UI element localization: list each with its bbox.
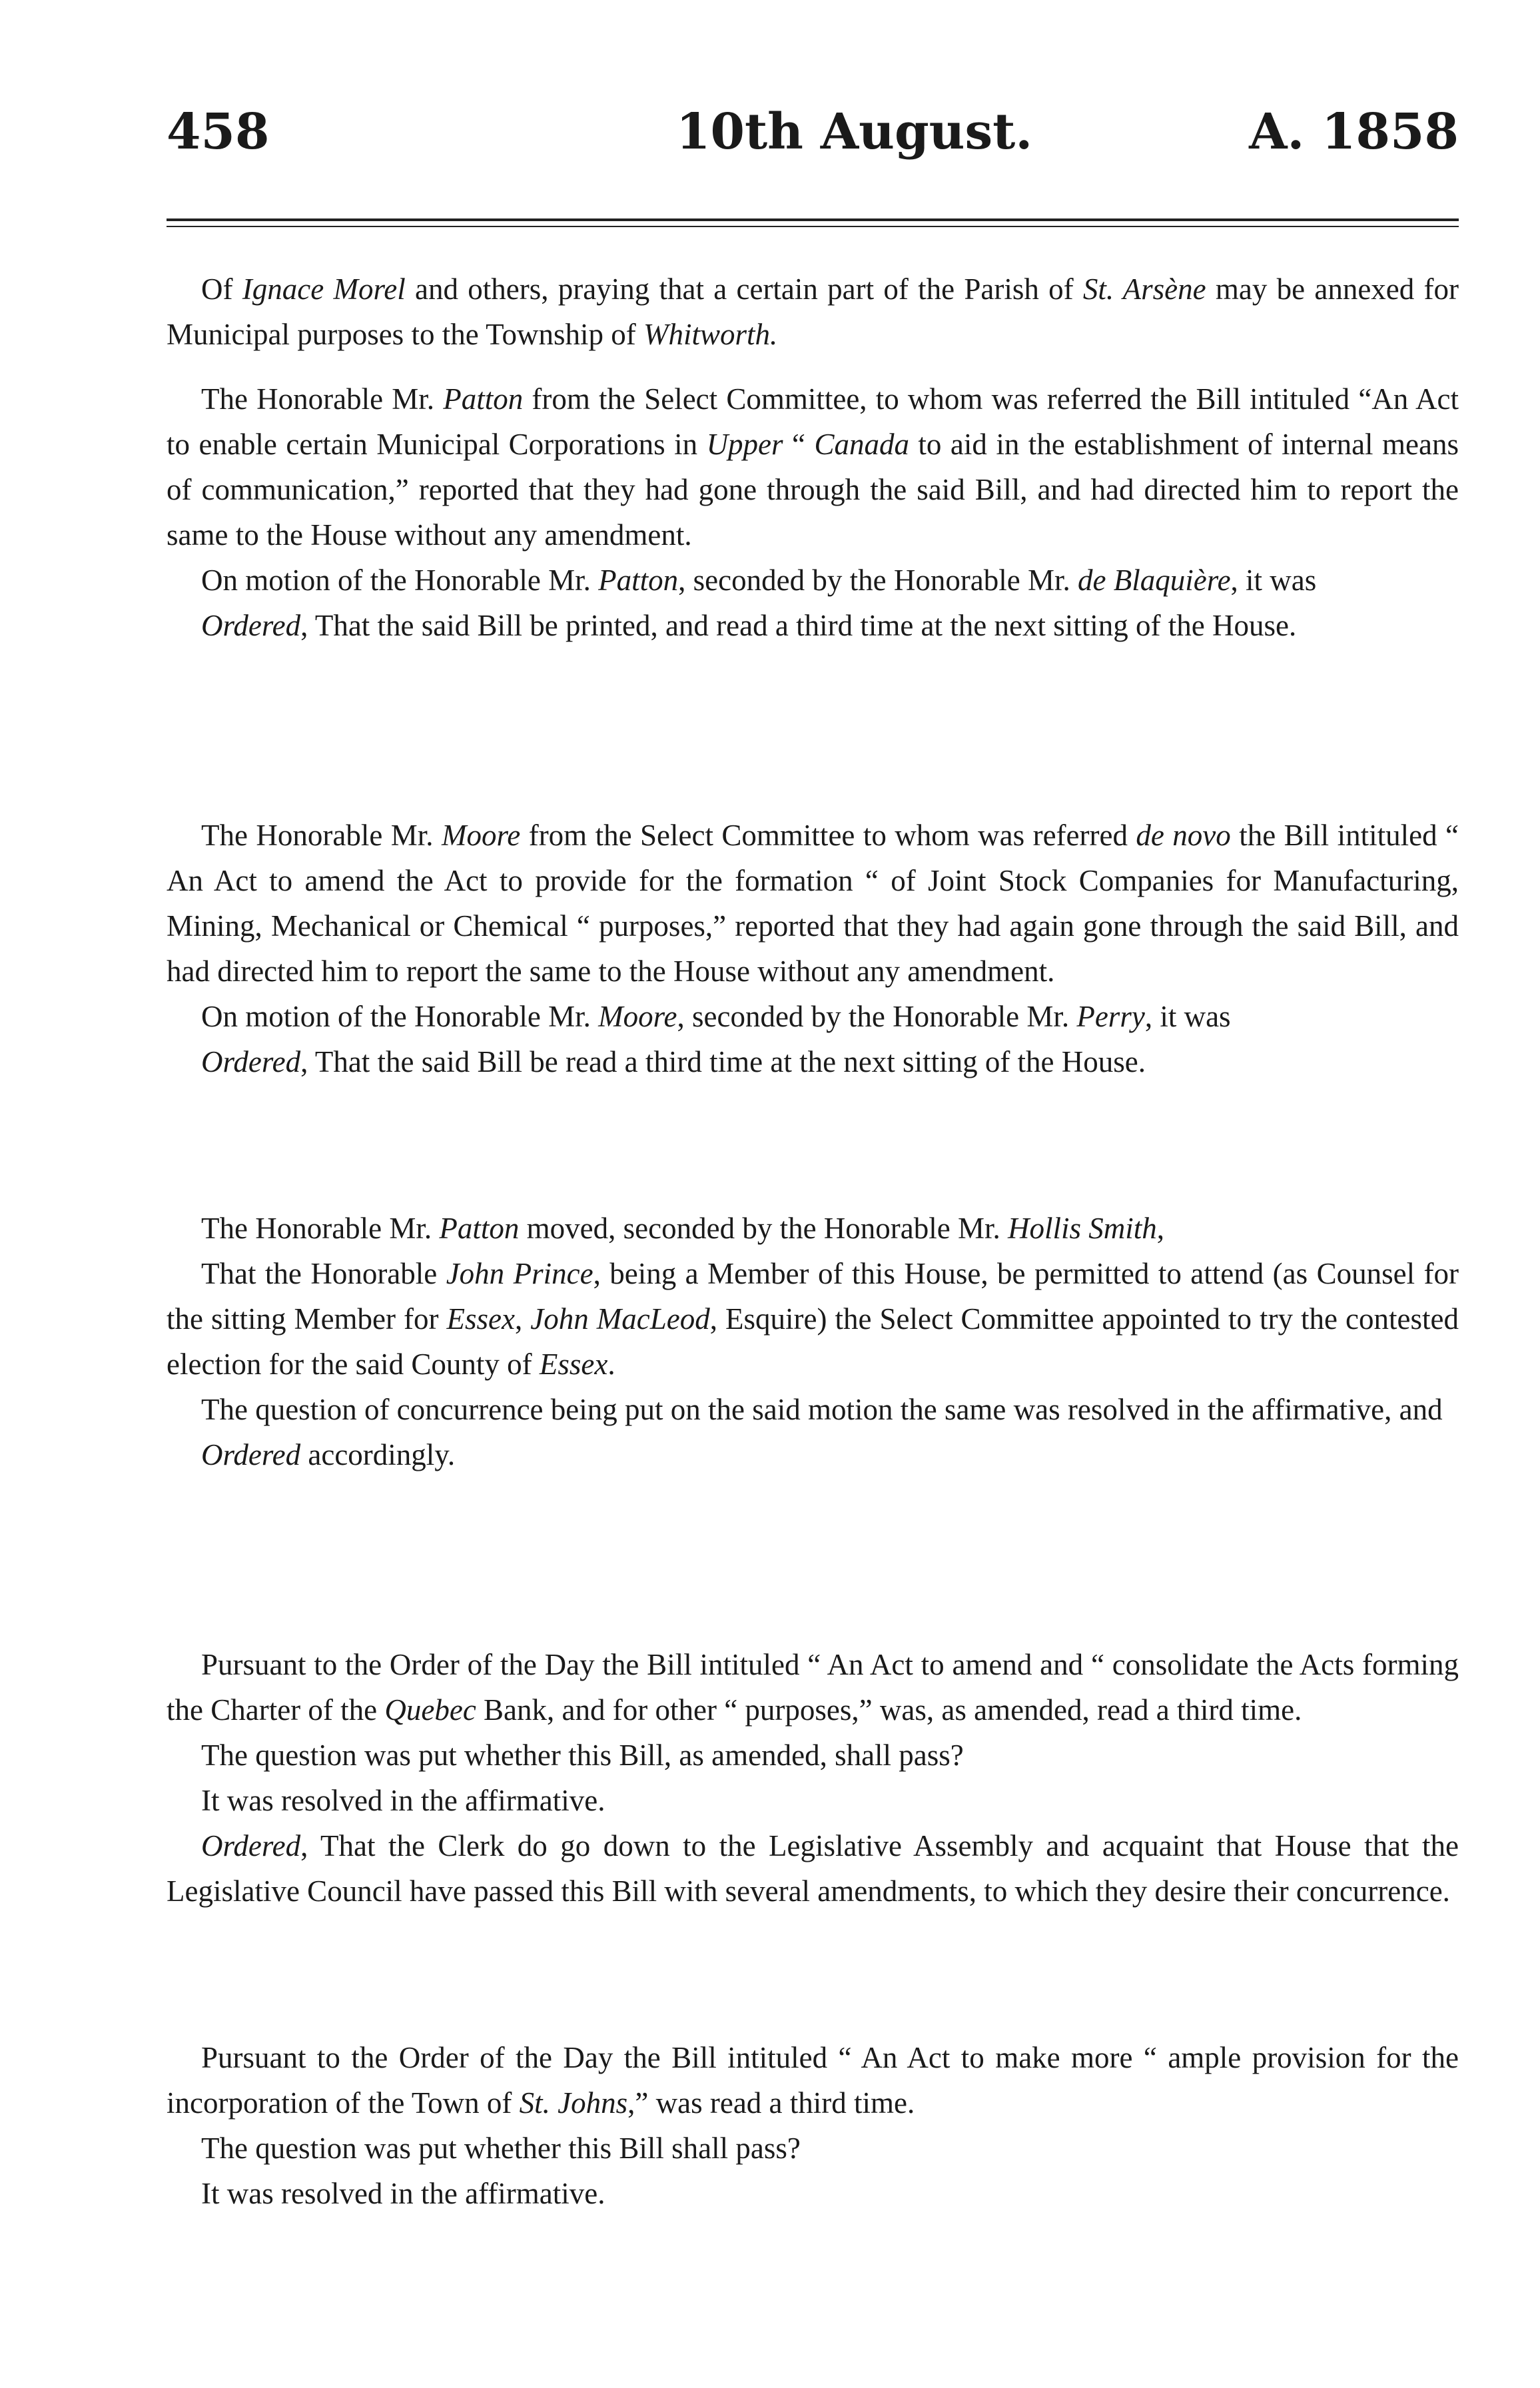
text-run: It was resolved in the affirmative. xyxy=(201,2177,605,2210)
text-run: , That the Clerk do go down to the Legislative Assembly and acquaint that House that the Legislative Council have passed this Bill with several amendments, to which they desire their concurrence. xyxy=(167,1829,1459,1908)
paragraph xyxy=(167,558,1459,603)
paragraph xyxy=(167,2126,1459,2171)
text-run: from the Select Committee to whom was referred xyxy=(520,819,1136,852)
section-st-johns-bill xyxy=(167,2035,1459,2216)
text-run: It was resolved in the affirmative. xyxy=(201,1784,605,1817)
text-run: The Honorable Mr. xyxy=(201,382,444,416)
text-run: and others, praying that a certain part of the Parish of xyxy=(405,272,1083,306)
section-quebec-bank-bill xyxy=(167,1642,1459,1914)
italic-text: Ordered xyxy=(201,1438,301,1471)
italic-text: Patton xyxy=(439,1212,520,1245)
text-run: accordingly. xyxy=(300,1438,456,1471)
paragraph xyxy=(167,1387,1459,1432)
paragraph xyxy=(167,813,1459,994)
section-prince-motion xyxy=(167,1206,1459,1477)
text-run: may be annexed for Municipal purposes to the Township of xyxy=(167,272,1459,351)
text-run: The question of concurrence being put on the said motion the same was resolved in the affirmative, and xyxy=(201,1393,1443,1426)
text-run: Of xyxy=(201,272,242,306)
section-patton-report xyxy=(167,376,1459,648)
page-header xyxy=(167,99,1459,165)
page-number: 458 xyxy=(167,103,270,161)
text-run: , That the said Bill be read a third time at the next sitting of the House. xyxy=(300,1045,1146,1078)
paragraph xyxy=(167,266,1459,357)
italic-text: Patton xyxy=(443,382,524,416)
text-run: , seconded by the Honorable Mr. xyxy=(678,564,1078,597)
year-label: A. 1858 xyxy=(1249,103,1459,161)
text-run: The Honorable Mr. xyxy=(201,819,442,852)
paragraph xyxy=(167,1823,1459,1914)
text-run: On motion of the Honorable Mr. xyxy=(201,564,599,597)
header-rule-thick xyxy=(167,218,1459,221)
text-run: , xyxy=(1156,1212,1165,1245)
italic-text: Perry xyxy=(1076,1000,1145,1033)
paragraph xyxy=(167,1778,1459,1823)
text-run: , Esquire) the Select Committee appointed to try the contested election for the said County of xyxy=(167,1302,1459,1381)
text-run: The Honorable Mr. xyxy=(201,1212,440,1245)
italic-text: Essex xyxy=(539,1348,608,1381)
section-moore-report xyxy=(167,813,1459,1084)
paragraph xyxy=(167,1251,1459,1387)
text-run: , xyxy=(515,1302,531,1336)
italic-text: Quebec xyxy=(384,1693,476,1727)
italic-text: Hollis Smith xyxy=(1008,1212,1157,1245)
italic-text: Ordered xyxy=(201,1829,301,1862)
text-run: Bank, and for other “ purposes,” was, as amended, read a third time. xyxy=(476,1693,1302,1727)
section-petition xyxy=(167,266,1459,357)
text-run: Pursuant to the Order of the Day the Bill intituled “ An Act to make more “ ample provision for the incorporation of the Town of xyxy=(167,2041,1459,2120)
italic-text: Upper xyxy=(706,428,783,461)
italic-text: Essex xyxy=(446,1302,516,1336)
text-run: , seconded by the Honorable Mr. xyxy=(677,1000,1077,1033)
italic-text: de Blaquière xyxy=(1078,564,1231,597)
paragraph xyxy=(167,1733,1459,1778)
paragraph xyxy=(167,994,1459,1039)
text-run: , being a Member of this House, be permitted to attend (as Counsel for the sitting Member for xyxy=(167,1257,1459,1336)
italic-text: Canada xyxy=(814,428,909,461)
italic-text: Ordered xyxy=(201,609,301,642)
text-run: “ xyxy=(783,428,815,461)
header-rule-thin xyxy=(167,226,1459,227)
italic-text: Moore xyxy=(441,819,521,852)
text-run: ,” was read a third time. xyxy=(627,2086,915,2120)
text-run: moved, seconded by the Honorable Mr. xyxy=(519,1212,1008,1245)
paragraph xyxy=(167,1206,1459,1251)
italic-text: St. Johns xyxy=(519,2086,628,2120)
text-run: On motion of the Honorable Mr. xyxy=(201,1000,599,1033)
text-run: to aid in the establishment of internal means of communication,” reported that they had gone through the said Bill, and had directed him to report the same to the House without any amendment. xyxy=(167,428,1459,552)
italic-text: John MacLeod xyxy=(530,1302,710,1336)
text-run: Pursuant to the Order of the Day the Bill intituled “ An Act to amend and “ consolidate the Acts forming the Charter of the xyxy=(167,1648,1459,1727)
text-run: . xyxy=(607,1348,615,1381)
text-run: The question was put whether this Bill, as amended, shall pass? xyxy=(201,1739,964,1772)
text-run: , it was xyxy=(1144,1000,1231,1033)
paragraph xyxy=(167,1642,1459,1733)
italic-text: Whitworth. xyxy=(643,318,778,351)
italic-text: de novo xyxy=(1136,819,1231,852)
text-run: That the Honorable xyxy=(201,1257,446,1290)
italic-text: Patton xyxy=(598,564,679,597)
paragraph xyxy=(167,1432,1459,1477)
italic-text: St. Arsène xyxy=(1082,272,1206,306)
running-title: 10th August. xyxy=(676,103,1033,161)
text-run: from the Select Committee, to whom was referred the Bill intituled “An Act to enable certain Municipal Corporations in xyxy=(167,382,1459,461)
paragraph xyxy=(167,2171,1459,2216)
paragraph xyxy=(167,376,1459,558)
text-run: , it was xyxy=(1230,564,1317,597)
text-run: , That the said Bill be printed, and read a third time at the next sitting of the House. xyxy=(300,609,1297,642)
italic-text: Moore xyxy=(598,1000,677,1033)
italic-text: Ordered xyxy=(201,1045,301,1078)
text-run: The question was put whether this Bill shall pass? xyxy=(201,2132,801,2165)
paragraph xyxy=(167,603,1459,648)
text-run: the Bill intituled “ An Act to amend the Act to provide for the formation “ of Joint Stock Companies for Manufacturing, Mining, Mechanical or Chemical “ purposes,” reported that they had again gone through the said Bill, and had directed him to report the same to the House without any amendment. xyxy=(167,819,1459,988)
paragraph xyxy=(167,2035,1459,2126)
italic-text: Ignace Morel xyxy=(242,272,406,306)
italic-text: John Prince xyxy=(446,1257,593,1290)
paragraph xyxy=(167,1039,1459,1084)
